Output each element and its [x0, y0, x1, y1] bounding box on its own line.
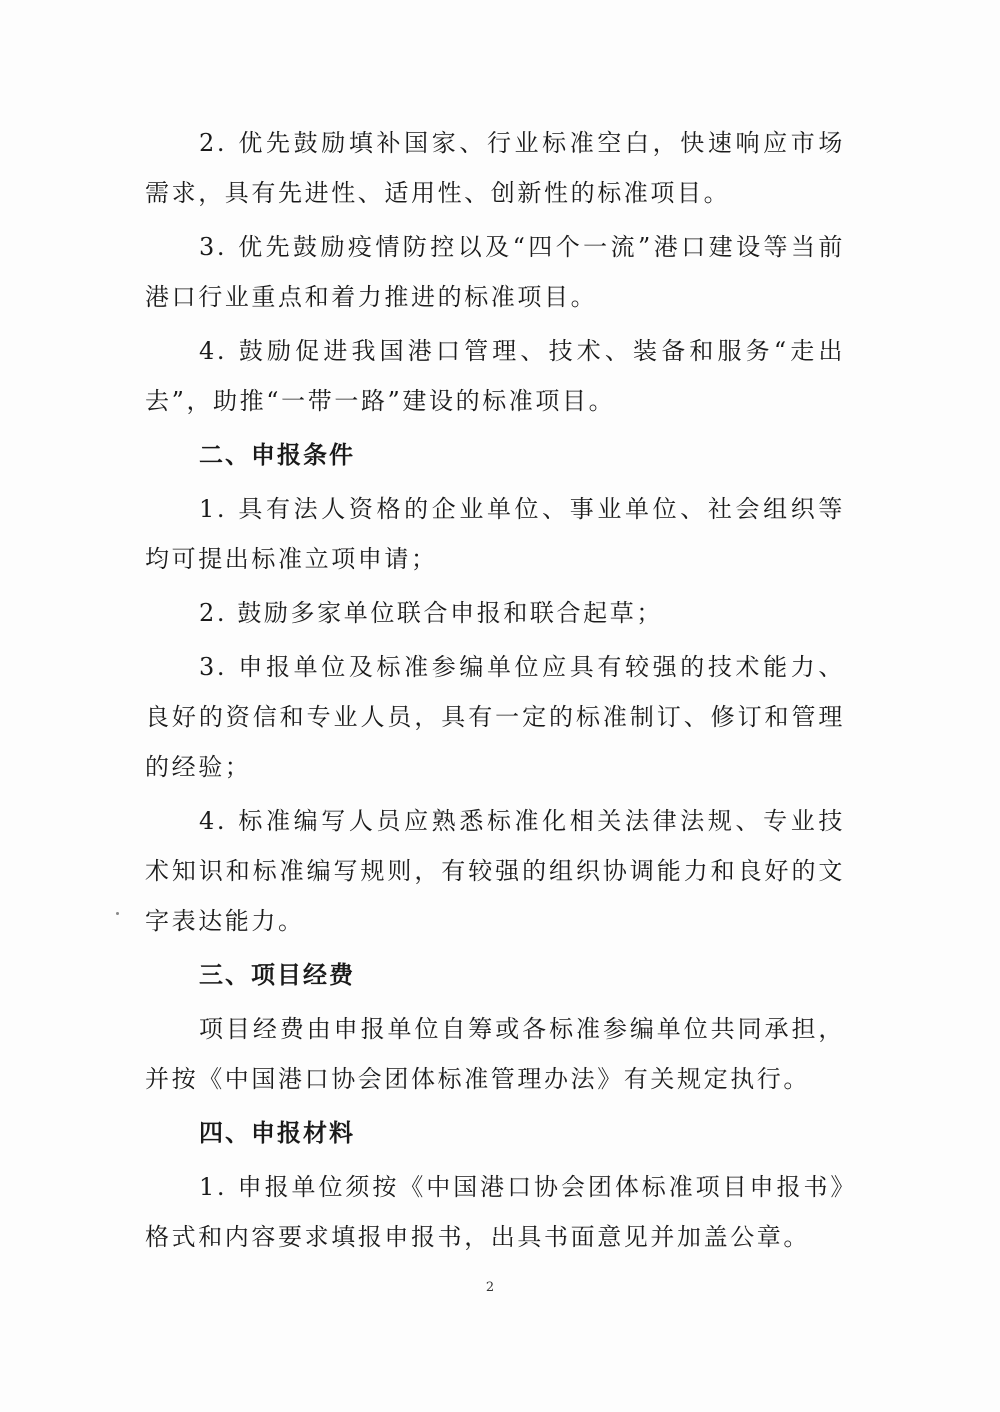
section-heading-conditions: 二、申报条件: [199, 441, 355, 469]
document-body: [145, 118, 845, 1266]
paragraph-condition-3: 3. 申报单位及标准参编单位应具有较强的技术能力、良好的资信和专业人员，具有一定的标准制订、修订和管理的经验；: [145, 653, 845, 781]
paragraph-priority-2: 2. 优先鼓励填补国家、行业标准空白，快速响应市场需求，具有先进性、适用性、创新性的标准项目。: [145, 129, 845, 207]
paragraph-priority-4: 4. 鼓励促进我国港口管理、技术、装备和服务“走出去”，助推“一带一路”建设的标准项目。: [145, 337, 845, 415]
paragraph-condition-4: 4. 标准编写人员应熟悉标准化相关法律法规、专业技术知识和标准编写规则，有较强的组织协调能力和良好的文字表达能力。: [145, 807, 845, 935]
section-heading-funding: 三、项目经费: [199, 961, 355, 989]
paragraph-priority-3: 3. 优先鼓励疫情防控以及“四个一流”港口建设等当前港口行业重点和着力推进的标准项目。: [145, 233, 845, 311]
paragraph-funding: 项目经费由申报单位自筹或各标准参编单位共同承担，并按《中国港口协会团体标准管理办法》有关规定执行。: [145, 1015, 845, 1093]
paragraph-condition-2: 2. 鼓励多家单位联合申报和联合起草；: [199, 599, 663, 627]
page-number: 2: [485, 1280, 495, 1295]
section-heading-materials: 四、申报材料: [199, 1119, 355, 1147]
paragraph-materials-1: 1. 申报单位须按《中国港口协会团体标准项目申报书》格式和内容要求填报申报书，出具书面意见并加盖公章。: [145, 1173, 845, 1251]
paragraph-condition-1: 1. 具有法人资格的企业单位、事业单位、社会组织等均可提出标准立项申请；: [145, 495, 845, 573]
scan-speck: [116, 912, 119, 915]
